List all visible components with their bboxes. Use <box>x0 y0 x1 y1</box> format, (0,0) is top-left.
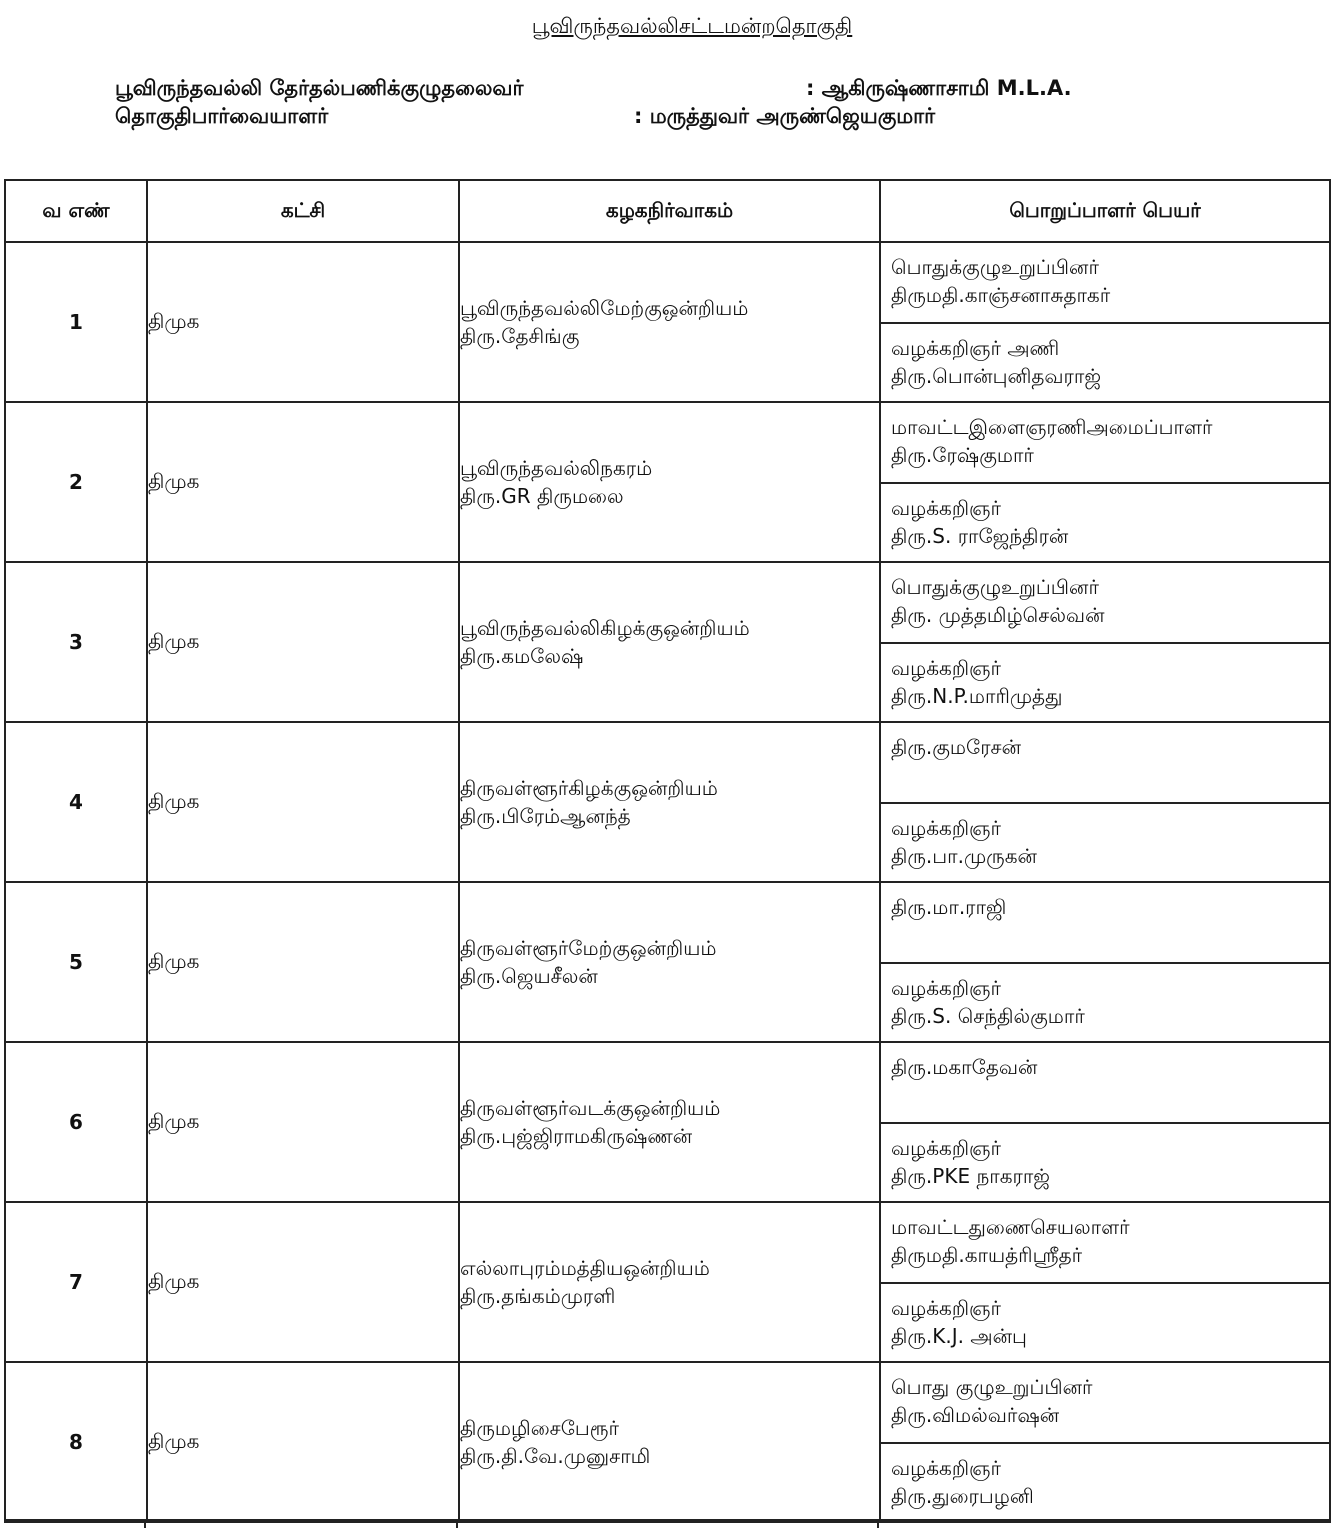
responsible-line: திரு.பா.முருகன் <box>891 844 1037 868</box>
responsible-entry <box>881 1043 1329 1122</box>
header-serial-no: வ எண் <box>5 180 147 242</box>
party-cell: திமுக <box>147 562 459 722</box>
serial-no-cell: 1 <box>5 242 147 402</box>
administration-line: திருவள்ளூர்வடக்குஒன்றியம் <box>460 1096 721 1120</box>
administration-cell <box>459 722 880 882</box>
table-row <box>5 722 1330 882</box>
table-row <box>5 402 1330 562</box>
responsible-line: திரு.S. ராஜேந்திரன் <box>891 524 1069 548</box>
party-cell: திமுக <box>147 1042 459 1202</box>
serial-no-cell: 7 <box>5 1202 147 1362</box>
responsible-line: திரு.K.J. அன்பு <box>891 1324 1027 1348</box>
responsible-cell <box>880 882 1330 1042</box>
serial-no-cell: 3 <box>5 562 147 722</box>
table-header-row <box>5 180 1330 242</box>
responsible-entry <box>881 883 1329 962</box>
party-cell: திமுக <box>147 722 459 882</box>
responsible-cell <box>880 242 1330 402</box>
table-row <box>5 1362 1330 1522</box>
party-cell: திமுக <box>147 402 459 562</box>
responsible-entry <box>881 1122 1329 1201</box>
responsible-line: மாவட்டதுணைசெயலாளர் <box>891 1215 1130 1239</box>
responsible-line: திரு.N.P.மாரிமுத்து <box>891 684 1063 708</box>
responsibility-table <box>4 179 1331 1523</box>
table-row <box>5 242 1330 402</box>
administration-line: எல்லாபுரம்மத்தியஒன்றியம் <box>460 1256 710 1280</box>
meta-value: : ஆகிருஷ்ணாசாமி M.L.A. <box>806 76 1072 100</box>
administration-line: பூவிருந்தவல்லிமேற்குஒன்றியம் <box>460 296 749 320</box>
administration-line: பூவிருந்தவல்லிநகரம் <box>460 456 653 480</box>
header-party: கட்சி <box>147 180 459 242</box>
serial-no-cell: 8 <box>5 1362 147 1522</box>
responsible-entry <box>881 1203 1329 1282</box>
responsible-cell <box>880 1202 1330 1362</box>
responsible-line: வழக்கறிஞர் <box>891 816 1001 840</box>
meta-row-observer <box>0 104 1334 132</box>
responsible-line: திரு.பொன்புனிதவராஜ் <box>891 364 1102 388</box>
administration-line: திரு.பிரேம்ஆனந்த் <box>460 804 631 828</box>
administration-line: திரு.கமலேஷ் <box>460 644 584 668</box>
responsible-line: திரு.மகாதேவன் <box>891 1055 1038 1079</box>
responsible-line: வழக்கறிஞர் <box>891 496 1001 520</box>
administration-cell <box>459 1362 880 1522</box>
responsible-entry <box>881 482 1329 561</box>
table-row <box>5 1042 1330 1202</box>
header-responsible-person: பொறுப்பாளர் பெயர் <box>880 180 1330 242</box>
responsible-entry <box>881 1442 1329 1521</box>
responsible-line: திரு.PKE நாகராஜ் <box>891 1164 1050 1188</box>
administration-line: திருமழிசைபேரூர் <box>460 1416 619 1440</box>
administration-line: திரு.தி.வே.முனுசாமி <box>460 1444 651 1468</box>
responsible-line: வழக்கறிஞர் <box>891 1136 1001 1160</box>
responsible-line: பொதுக்குழுஉறுப்பினர் <box>891 255 1099 279</box>
responsible-line: திரு.மா.ராஜி <box>891 895 1007 919</box>
administration-cell <box>459 402 880 562</box>
party-cell: திமுக <box>147 1202 459 1362</box>
page-title: பூவிருந்தவல்லிசட்டமன்றதொகுதி <box>531 14 853 38</box>
responsible-line: திரு.குமரேசன் <box>891 735 1022 759</box>
responsible-line: திரு.ரேஷ்குமார் <box>891 443 1034 467</box>
responsible-line: திரு.S. செந்தில்குமார் <box>891 1004 1085 1028</box>
responsible-line: திருமதி.காஞ்சனாசுதாகர் <box>891 283 1111 307</box>
responsible-line: திரு.துரைபழனி <box>891 1484 1034 1508</box>
administration-cell <box>459 562 880 722</box>
responsible-line: திரு. முத்தமிழ்செல்வன் <box>891 603 1105 627</box>
administration-cell <box>459 1202 880 1362</box>
responsible-entry <box>881 1363 1329 1442</box>
responsible-entry <box>881 403 1329 482</box>
administration-line: திரு.GR திருமலை <box>460 484 624 508</box>
party-cell: திமுக <box>147 242 459 402</box>
responsible-line: பொது குழுஉறுப்பினர் <box>891 1375 1093 1399</box>
party-cell: திமுக <box>147 882 459 1042</box>
responsible-cell <box>880 402 1330 562</box>
serial-no-cell: 4 <box>5 722 147 882</box>
responsible-line: வழக்கறிஞர் அணி <box>891 336 1060 360</box>
responsible-line: பொதுக்குழுஉறுப்பினர் <box>891 575 1099 599</box>
administration-line: திருவள்ளூர்கிழக்குஒன்றியம் <box>460 776 718 800</box>
responsible-entry <box>881 1282 1329 1361</box>
responsible-entry <box>881 802 1329 881</box>
responsible-line: வழக்கறிஞர் <box>891 1296 1001 1320</box>
administration-line: திரு.தங்கம்முரளி <box>460 1284 616 1308</box>
responsible-cell <box>880 1042 1330 1202</box>
responsible-line: திரு.விமல்வர்ஷன் <box>891 1403 1060 1427</box>
meta-label: தொகுதிபார்வையாளர் <box>115 104 329 128</box>
table-row <box>5 562 1330 722</box>
responsible-entry <box>881 642 1329 721</box>
responsible-entry <box>881 962 1329 1041</box>
serial-no-cell: 5 <box>5 882 147 1042</box>
responsible-line: மாவட்டஇளைஞரணிஅமைப்பாளர் <box>891 415 1213 439</box>
serial-no-cell: 2 <box>5 402 147 562</box>
responsible-entry <box>881 563 1329 642</box>
administration-cell <box>459 242 880 402</box>
next-row-edge <box>4 1519 1329 1526</box>
table-row <box>5 1202 1330 1362</box>
administration-line: திரு.புஜ்ஜிராமகிருஷ்ணன் <box>460 1124 693 1148</box>
responsible-line: வழக்கறிஞர் <box>891 656 1001 680</box>
responsible-cell <box>880 1362 1330 1522</box>
administration-cell <box>459 882 880 1042</box>
responsible-line: வழக்கறிஞர் <box>891 1456 1001 1480</box>
meta-label: பூவிருந்தவல்லி தேர்தல்பணிக்குழுதலைவர் <box>115 76 524 100</box>
responsible-line: வழக்கறிஞர் <box>891 976 1001 1000</box>
administration-cell <box>459 1042 880 1202</box>
responsible-entry <box>881 723 1329 802</box>
responsible-line: திருமதி.காயத்ரிஸ்ரீதர் <box>891 1243 1083 1267</box>
responsible-entry <box>881 243 1329 322</box>
responsible-cell <box>880 722 1330 882</box>
responsible-cell <box>880 562 1330 722</box>
header-administration: கழகநிர்வாகம் <box>459 180 880 242</box>
administration-line: திரு.ஜெயசீலன் <box>460 964 598 988</box>
table-row <box>5 882 1330 1042</box>
responsible-entry <box>881 322 1329 401</box>
serial-no-cell: 6 <box>5 1042 147 1202</box>
administration-line: பூவிருந்தவல்லிகிழக்குஒன்றியம் <box>460 616 750 640</box>
administration-line: திரு.தேசிங்கு <box>460 324 580 348</box>
meta-value: : மருத்துவர் அருண்ஜெயகுமார் <box>634 104 936 128</box>
meta-row-committee-head <box>0 76 1334 104</box>
party-cell: திமுக <box>147 1362 459 1522</box>
administration-line: திருவள்ளூர்மேற்குஒன்றியம் <box>460 936 717 960</box>
